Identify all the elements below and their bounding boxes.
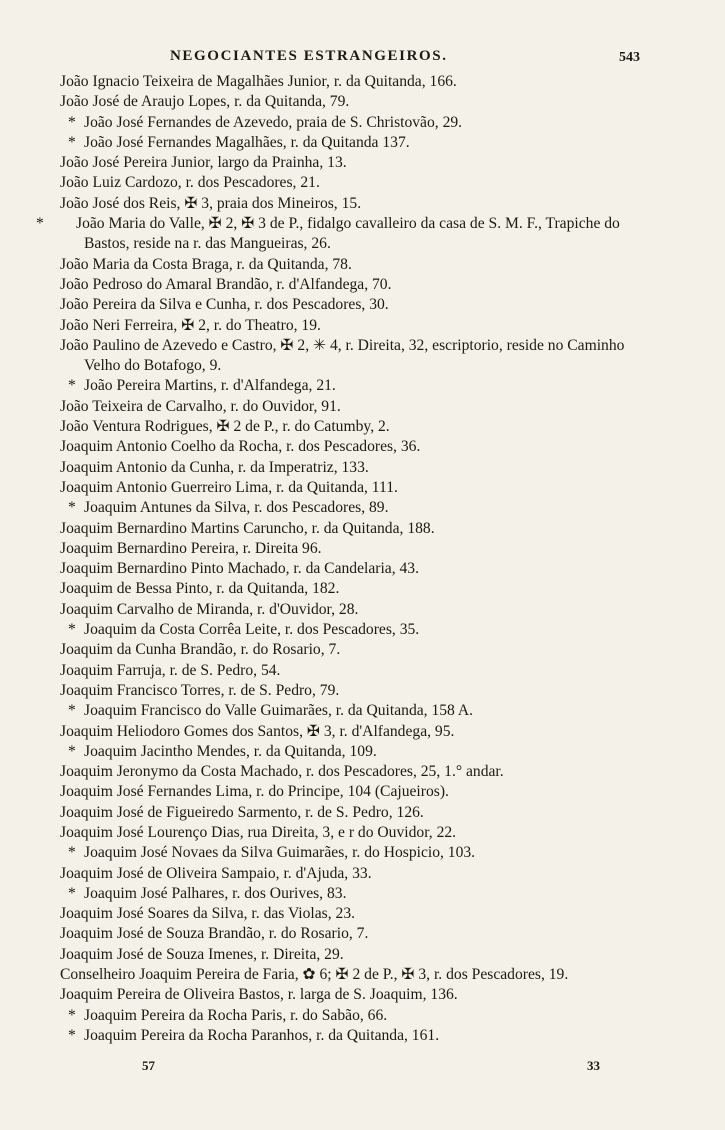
entry-text: Joaquim Carvalho de Miranda, r. d'Ouvidor, 28. [60,600,359,618]
entry-marker: * [68,884,76,902]
list-item [60,579,660,599]
list-item [60,316,660,336]
entry-text: Joaquim José de Souza Brandão, r. do Rosario, 7. [60,925,369,943]
entry-text: Joaquim Jacintho Mendes, r. da Quitanda, 109. [84,742,377,760]
running-title: NEGOCIANTES ESTRANGEIROS. [170,48,448,64]
list-item [60,397,660,417]
entry-text: Joaquim Francisco do Valle Guimarães, r. da Quitanda, 158 A. [84,702,474,720]
list-item [60,498,660,518]
entry-text: Conselheiro Joaquim Pereira de Faria, ✿ 6; ✠ 2 de P., ✠ 3, r. dos Pescadores, 19. [60,966,569,984]
entry-text: João Pereira da Silva e Cunha, r. dos Pescadores, 30. [60,296,389,314]
list-item [60,336,660,377]
list-item [60,153,660,173]
entry-text: João Pedroso do Amaral Brandão, r. d'Alfandega, 70. [60,275,392,293]
entry-text: Joaquim Jeronymo da Costa Machado, r. dos Pescadores, 25, 1.° andar. [60,763,504,781]
list-item [60,864,660,884]
list-item [60,985,660,1005]
list-item [60,620,660,640]
entry-text: Joaquim Antonio Guerreiro Lima, r. da Quitanda, 111. [60,478,398,496]
list-item [60,843,660,863]
list-item [60,458,660,478]
list-item [60,539,660,559]
list-item [60,762,660,782]
entry-marker: * [68,113,76,131]
entry-marker: * [68,377,76,395]
list-item [60,194,660,214]
list-item [60,295,660,315]
list-item [60,113,660,133]
list-item [60,133,660,153]
list-item [60,640,660,660]
entry-text: João Ventura Rodrigues, ✠ 2 de P., r. do Catumby, 2. [60,418,390,436]
list-item [36,214,660,255]
entry-text: Joaquim Bernardino Pinto Machado, r. da Candelaria, 43. [60,560,420,578]
entry-text: João Teixeira de Carvalho, r. do Ouvidor, 91. [60,397,341,415]
entry-text: Joaquim José Soares da Silva, r. das Violas, 23. [60,905,356,923]
list-item [60,417,660,437]
list-item [60,965,660,985]
signature-mark-left: 57 [142,1058,155,1073]
entry-text: João Ignacio Teixeira de Magalhães Junior, r. da Quitanda, 166. [60,73,457,90]
entry-text: João José de Araujo Lopes, r. da Quitanda, 79. [60,93,350,111]
entry-text: João Paulino de Azevedo e Castro, ✠ 2, ✳ 4, r. Direita, 32, escriptorio, reside no Caminho Velho do Botafogo, 9. [60,336,625,375]
list-item [60,376,660,396]
list-item [60,1026,660,1046]
entry-text: Joaquim José de Souza Imenes, r. Direita, 29. [60,945,344,963]
list-item [60,884,660,904]
entry-text: João Pereira Martins, r. d'Alfandega, 21. [84,377,336,395]
entry-text: João José Pereira Junior, largo da Prainha, 13. [60,154,347,172]
entry-text: Joaquim Farruja, r. de S. Pedro, 54. [60,661,281,679]
list-item [60,519,660,539]
list-item [60,782,660,802]
entry-marker: * [68,844,76,862]
list-item [60,681,660,701]
entry-text: João Neri Ferreira, ✠ 2, r. do Theatro, 19. [60,316,321,334]
signature-mark-right: 33 [587,1058,600,1073]
list-item [60,478,660,498]
entry-marker: * [68,621,76,639]
entry-text: Joaquim Heliodoro Gomes dos Santos, ✠ 3, r. d'Alfandega, 95. [60,722,455,740]
list-item [60,255,660,275]
entry-marker: * [68,499,76,517]
entry-text: Joaquim da Costa Corrêa Leite, r. dos Pescadores, 35. [84,621,420,639]
entry-marker: * [68,1006,76,1024]
list-item [60,803,660,823]
entry-text: Joaquim Bernardino Pereira, r. Direita 96. [60,539,322,557]
list-item [60,661,660,681]
entry-text: Joaquim da Cunha Brandão, r. do Rosario, 7. [60,641,341,659]
entry-text: Joaquim Pereira da Rocha Paris, r. do Sabão, 66. [84,1006,388,1024]
list-item [60,742,660,762]
merchant-list [36,72,660,1046]
entry-marker: * [36,215,44,233]
list-item [60,1006,660,1026]
entry-text: Joaquim Pereira da Rocha Paranhos, r. da Quitanda, 161. [84,1026,440,1044]
entry-text: João José Fernandes Magalhães, r. da Quitanda 137. [84,133,410,151]
entry-text: João Maria do Valle, ✠ 2, ✠ 3 de P., fidalgo cavalleiro da casa de S. M. F., Trapiche do Bastos, reside na r. das Mangueiras, 26. [76,215,620,253]
entry-text: Joaquim José Fernandes Lima, r. do Principe, 104 (Cajueiros). [60,783,449,801]
list-item [60,275,660,295]
entry-text: Joaquim Antonio da Cunha, r. da Imperatriz, 133. [60,458,369,476]
entry-text: João José dos Reis, ✠ 3, praia dos Mineiros, 15. [60,194,362,212]
entry-text: Joaquim Pereira de Oliveira Bastos, r. larga de S. Joaquim, 136. [60,986,458,1004]
entry-text: Joaquim Bernardino Martins Caruncho, r. da Quitanda, 188. [60,519,435,537]
list-item [60,701,660,721]
list-item [60,904,660,924]
page-footer [60,1058,600,1078]
list-item [60,437,660,457]
list-item [60,823,660,843]
entry-marker: * [68,702,76,720]
list-item [60,72,660,92]
page-number: 543 [619,50,640,65]
entry-text: Joaquim Francisco Torres, r. de S. Pedro, 79. [60,681,340,699]
list-item [60,92,660,112]
page-header [60,48,640,74]
entry-marker: * [68,133,76,151]
entry-marker: * [68,1026,76,1044]
entry-text: João Maria da Costa Braga, r. da Quitanda, 78. [60,255,352,273]
list-item [60,173,660,193]
entry-text: Joaquim José Palhares, r. dos Ourives, 83. [84,884,347,902]
entry-text: Joaquim José Novaes da Silva Guimarães, r. do Hospicio, 103. [84,844,476,862]
list-item [60,600,660,620]
entry-text: Joaquim de Bessa Pinto, r. da Quitanda, 182. [60,580,340,598]
entry-marker: * [68,742,76,760]
entry-text: João José Fernandes de Azevedo, praia de S. Christovão, 29. [84,113,463,131]
entry-text: Joaquim José de Oliveira Sampaio, r. d'Ajuda, 33. [60,864,372,882]
entry-text: Joaquim Antunes da Silva, r. dos Pescadores, 89. [84,499,389,517]
entry-text: Joaquim Antonio Coelho da Rocha, r. dos Pescadores, 36. [60,438,421,456]
entry-text: Joaquim José Lourenço Dias, rua Direita, 3, e r do Ouvidor, 22. [60,823,457,841]
list-item [60,924,660,944]
entry-text: João Luiz Cardozo, r. dos Pescadores, 21. [60,174,320,192]
list-item [60,945,660,965]
list-item [60,722,660,742]
entry-text: Joaquim José de Figueiredo Sarmento, r. de S. Pedro, 126. [60,803,424,821]
list-item [60,559,660,579]
